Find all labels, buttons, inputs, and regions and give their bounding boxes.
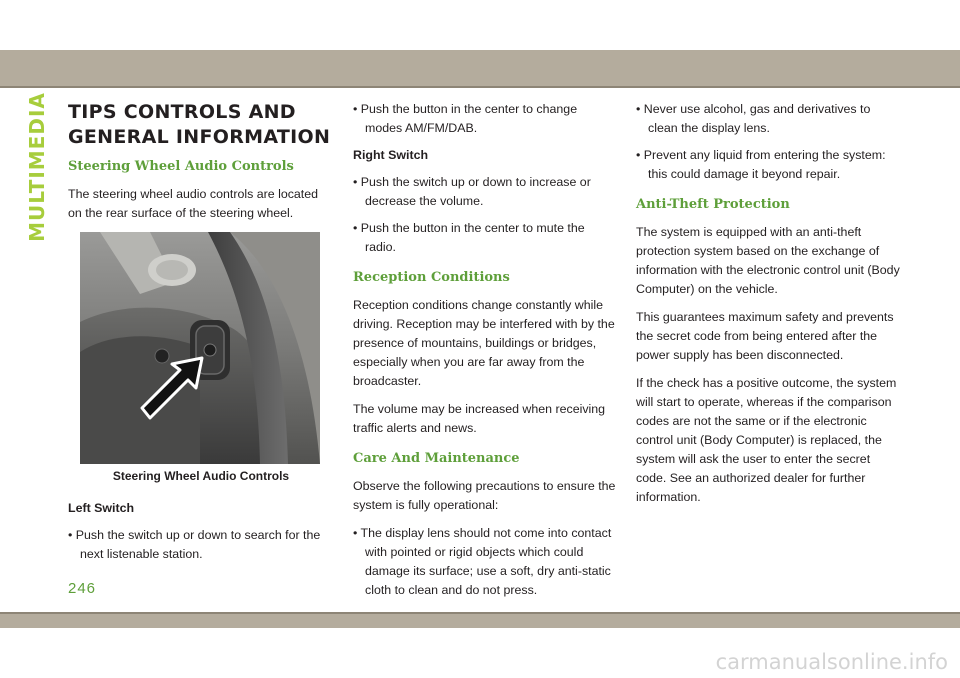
heading-care-and-maintenance: Care And Maintenance xyxy=(353,451,520,466)
antitheft-paragraph-2: This guarantees maximum safety and prevents the secret code from being entered after the power supply has been disconnected. xyxy=(636,310,894,362)
steering-wheel-photo xyxy=(80,232,320,464)
page-number: 246 xyxy=(68,580,97,597)
section-side-label-text: MULTIMEDIA xyxy=(25,92,49,242)
footer-band xyxy=(0,614,960,628)
left-switch-label: Left Switch xyxy=(68,501,135,515)
heading-steering-wheel-audio-controls: Steering Wheel Audio Controls xyxy=(68,159,294,174)
column-1 xyxy=(68,100,334,572)
care-bullet-alcohol: • Never use alcohol, gas and derivatives to clean the display lens. xyxy=(636,102,871,135)
reception-paragraph-1: Reception conditions change constantly while driving. Reception may be interfered with by the presence of mountains, buildings or bridges, especially when you are far away from the broadcaster. xyxy=(353,298,615,388)
right-switch-label: Right Switch xyxy=(353,148,429,162)
care-bullet-display-lens: • The display lens should not come into contact with pointed or rigid objects which could damage its surface; use a soft, dry anti-static cloth to clean and do not press. xyxy=(353,526,612,597)
left-switch-center-bullet: • Push the button in the center to change modes AM/FM/DAB. xyxy=(353,102,578,135)
heading-anti-theft-protection: Anti-Theft Protection xyxy=(636,197,790,212)
left-switch-bullet: • Push the switch up or down to search for the next listenable station. xyxy=(68,528,321,561)
care-paragraph: Observe the following precautions to ensure the system is fully operational: xyxy=(353,479,616,512)
reception-paragraph-2: The volume may be increased when receiving traffic alerts and news. xyxy=(353,402,606,435)
heading-reception-conditions: Reception Conditions xyxy=(353,270,510,285)
antitheft-paragraph-3: If the check has a positive outcome, the system will start to operate, whereas if the comparison codes are not the same or if the electronic control unit (Body Computer) is replaced, the system will ask the user to enter the secret code. See an authorized dealer for further information. xyxy=(636,376,897,504)
watermark: carmanualsonline.info xyxy=(715,650,948,674)
antitheft-paragraph-1: The system is equipped with an anti-theft protection system based on the exchange of information with the electronic control unit (Body Computer) on the vehicle. xyxy=(636,225,900,296)
column-2 xyxy=(353,100,616,608)
column-3 xyxy=(636,100,902,516)
header-rule xyxy=(0,86,960,88)
right-switch-mute-bullet: • Push the button in the center to mute the radio. xyxy=(353,221,585,254)
header-band xyxy=(0,50,960,86)
page-title: TIPS CONTROLS AND GENERAL INFORMATION xyxy=(68,101,331,148)
care-bullet-liquid: • Prevent any liquid from entering the system: this could damage it beyond repair. xyxy=(636,148,886,181)
steering-wheel-illustration xyxy=(80,232,320,464)
right-switch-volume-bullet: • Push the switch up or down to increase or decrease the volume. xyxy=(353,175,591,208)
section-side-label xyxy=(25,92,49,242)
intro-paragraph: The steering wheel audio controls are located on the rear surface of the steering wheel. xyxy=(68,187,319,220)
figure-caption: Steering Wheel Audio Controls xyxy=(112,469,290,483)
